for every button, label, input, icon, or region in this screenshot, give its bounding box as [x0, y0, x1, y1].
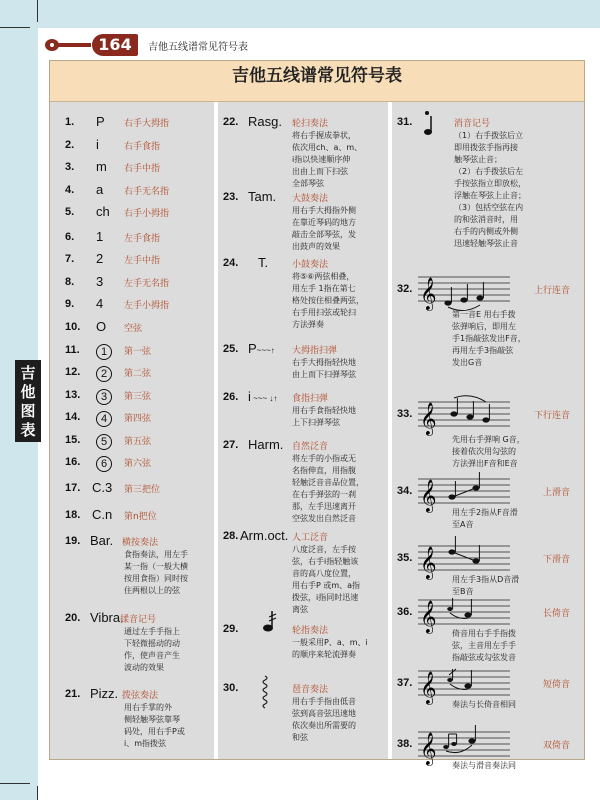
entry-symbol: i ~~~ ↓↑ — [248, 389, 278, 404]
entry-description: 将左手的小指或无 名指伸直，用指腹 轻触泛音音品位置， 在右手弹弦的一刹 那，左手迅速离开 空弦发出自然泛音 — [292, 454, 364, 523]
entry-name: 第六弦 — [124, 459, 152, 469]
circled-string-number — [96, 343, 112, 360]
entry-name: 上行连音 — [533, 286, 570, 296]
side-tab — [15, 360, 41, 442]
entry-number: 15. — [65, 434, 81, 446]
entry-number: 10. — [65, 321, 81, 333]
page-number: 164 — [92, 34, 138, 56]
entry-symbol: T. — [258, 255, 269, 270]
symbol-table — [49, 60, 585, 770]
svg-text:𝄞: 𝄞 — [420, 277, 437, 310]
entry-name: 长倚音 — [542, 609, 570, 619]
crop-mark — [0, 27, 30, 28]
entry-name: 琶音奏法 — [292, 685, 329, 695]
entry-number: 7. — [65, 253, 75, 265]
entry-number: 11. — [65, 344, 80, 356]
entry-number: 27. — [223, 439, 239, 451]
entry-name: 第三弦 — [124, 392, 152, 402]
entry-name: 右手大拇指 — [124, 119, 170, 129]
entry-description: 倚音用右手手指拨 弦，主音用左手手 指敲弦或勾弦发音 — [452, 629, 516, 662]
svg-text:𝄞: 𝄞 — [420, 546, 437, 579]
entry-number: 16. — [65, 456, 81, 468]
entry-description: 用左手2指从F音滑 至A音 — [452, 508, 518, 529]
entry-description: （1）右手拨弦后立 即用拨弦手指再接 触琴弦止音； （2）右手拨弦后左 手按弦指立即放松， 浮触在琴弦上止音； （3）包括空弦在内 的和弦消音时，用 右手的内侧或外侧 迅速轻触琴弦止音 — [454, 131, 526, 248]
entry-number: 23. — [223, 191, 239, 203]
entry-description: 用左手3指从D音滑 至B音 — [452, 575, 520, 596]
entry-number: 19. — [65, 535, 81, 547]
entry-number: 9. — [65, 298, 75, 310]
entry-name: 揉音记号 — [120, 615, 157, 625]
circled-string-number — [96, 365, 112, 382]
entry-description: 用右手手指由低音 弦到高音弦迅速地 依次奏出所需要的 和弦 — [292, 697, 356, 742]
string-circle: 2 — [96, 366, 112, 382]
entry-number: 34. — [397, 485, 413, 497]
string-circle: 4 — [96, 411, 112, 427]
entry-name: 拨弦奏法 — [122, 691, 159, 701]
table-title: 吉他五线谱常见符号表 — [50, 61, 584, 102]
side-tab-label: 吉 他 图 表 — [20, 364, 36, 439]
entry-symbol: m — [96, 159, 107, 174]
ascending-slur-staff-icon — [418, 269, 510, 313]
column-1 — [50, 102, 214, 759]
entry-number: 38. — [397, 738, 413, 750]
crop-mark — [37, 0, 38, 22]
entry-number: 35. — [397, 552, 413, 564]
entry-name: 轮扫奏法 — [292, 119, 329, 129]
entry-number: 26. — [223, 391, 239, 403]
entry-name: 第五弦 — [124, 437, 152, 447]
entry-name: 下滑音 — [542, 555, 570, 565]
entry-symbol: Harm. — [248, 437, 284, 452]
circled-string-number — [96, 433, 112, 450]
entry-symbol: Rasg. — [248, 114, 282, 129]
entry-name: 第四弦 — [124, 414, 152, 424]
string-circle: 1 — [96, 344, 112, 360]
entry-description: 食指奏法，用左手 某一指（一般大横 按用食指）同时按 住两根以上的弦 — [124, 550, 188, 595]
entry-description: 将右手握成拳状， 依次用ch、a、m、 i指以快速顺序伸 出由上而下扫弦 全部琴弦 — [292, 131, 363, 188]
entry-number: 13. — [65, 389, 81, 401]
entry-symbol: Vibra. — [90, 610, 124, 625]
entry-name: 上滑音 — [542, 488, 570, 498]
running-header — [44, 34, 444, 56]
entry-name: 右手食指 — [124, 142, 161, 152]
entry-symbol — [258, 611, 278, 636]
circled-string-number — [96, 455, 112, 472]
entry-number: 21. — [65, 688, 81, 700]
entry-name: 消音记号 — [454, 119, 491, 129]
entry-name: 小鼓奏法 — [292, 260, 329, 270]
entry-number: 32. — [397, 283, 413, 295]
entry-number: 36. — [397, 606, 413, 618]
entry-symbol: 4 — [96, 296, 104, 311]
entry-number: 25. — [223, 343, 239, 355]
entry-name: 右手中指 — [124, 164, 161, 174]
entry-name: 第二弦 — [124, 369, 152, 379]
entry-number: 4. — [65, 184, 75, 196]
svg-text:𝄞: 𝄞 — [420, 732, 437, 765]
entry-name: 双倚音 — [542, 741, 570, 751]
entry-number: 31. — [397, 116, 413, 128]
entry-name: 自然泛音 — [292, 442, 329, 452]
entry-name: 左手食指 — [124, 234, 161, 244]
entry-number: 24. — [223, 257, 239, 269]
entry-symbol: 2 — [96, 251, 104, 266]
entry-name: 短倚音 — [542, 680, 570, 690]
entry-symbol: i — [96, 137, 99, 152]
entry-name: 右手小拇指 — [124, 209, 170, 219]
entry-name: 人工泛音 — [292, 533, 329, 543]
entry-description: 第一音E 用右手拨 弦弹响后，即用左 手1指敲弦发出F音， 再用左手3指敲弦 发出G音 — [452, 310, 526, 367]
staccato-mute-icon — [422, 110, 436, 140]
string-circle: 6 — [96, 456, 112, 472]
column-3 — [392, 102, 584, 770]
entry-symbol — [260, 676, 270, 711]
entry-symbol: 1 — [96, 229, 104, 244]
entry-description: 通过左手手指上 下轻微摇动的动 作，使声音产生 波动的效果 — [124, 627, 180, 672]
entry-name: 食指扫弹 — [292, 394, 329, 404]
entry-number: 37. — [397, 677, 413, 689]
entry-symbol: Pizz. — [90, 686, 119, 701]
glissando-arrow-icon: ~~~↑ — [256, 346, 275, 355]
entry-symbol: C.3 — [92, 480, 113, 495]
entry-name: 左手无名指 — [124, 279, 170, 289]
entry-symbol: a — [96, 182, 104, 197]
entry-description: 用右手掌的外 侧轻触琴弦靠琴 码处，用右手P或 i、m指拨弦 — [124, 703, 185, 748]
entry-description: 一般采用P、a、m、i 的顺序来轮流弹奏 — [292, 638, 368, 659]
entry-name: 空弦 — [124, 324, 143, 334]
guitar-icon — [44, 38, 92, 52]
entry-name: 大拇指扫弹 — [292, 346, 338, 356]
entry-description: 用右手食指轻快地 上下扫弹琴弦 — [292, 406, 356, 427]
circled-string-number — [96, 388, 112, 405]
entry-number: 5. — [65, 206, 75, 218]
entry-name: 左手小拇指 — [124, 301, 170, 311]
entry-name: 轮指奏法 — [292, 626, 329, 636]
crop-mark — [0, 783, 30, 784]
entry-name: 右手无名指 — [124, 187, 170, 197]
entry-description: 奏法与滑音奏法同 — [452, 761, 516, 770]
entry-name: 横按奏法 — [122, 538, 159, 548]
entry-name: 左手中指 — [124, 256, 161, 266]
entry-number: 33. — [397, 408, 413, 420]
running-title: 吉他五线谱常见符号表 — [148, 42, 248, 53]
entry-symbol: Arm.oct. — [240, 528, 289, 543]
crop-mark — [37, 786, 38, 800]
column-2 — [218, 102, 388, 759]
entry-symbol: O — [96, 319, 107, 334]
entry-symbol: Tam. — [248, 189, 277, 204]
entry-description: 先用右手弹响 G音， 接着依次用勾弦的 方法弹出F音和E音 — [452, 435, 525, 468]
entry-number: 29. — [223, 623, 239, 635]
entry-name: 第一弦 — [124, 347, 152, 357]
string-circle: 3 — [96, 389, 112, 405]
circled-string-number — [96, 410, 112, 427]
arpeggio-wavy-line-icon — [260, 696, 270, 711]
entry-description: 右手大拇指轻快地 由上而下扫弹琴弦 — [292, 358, 356, 379]
entry-description: 奏法与长倚音相同 — [452, 700, 516, 709]
entry-number: 2. — [65, 139, 75, 151]
entry-number: 3. — [65, 161, 75, 173]
entry-number: 30. — [223, 682, 239, 694]
entry-name: 第n把位 — [124, 512, 157, 522]
entry-number: 28. — [223, 530, 239, 542]
entry-description: 用右手大拇指外侧 在靠近琴码的地方 敲击全部琴弦，发 出鼓声的效果 — [292, 206, 356, 251]
entry-symbol: P — [96, 114, 105, 129]
entry-number: 6. — [65, 231, 75, 243]
entry-symbol: P~~~↑ — [248, 341, 275, 356]
entry-symbol: ch — [96, 204, 110, 219]
entry-number: 14. — [65, 411, 81, 423]
entry-symbol: 3 — [96, 274, 104, 289]
entry-number: 1. — [65, 116, 75, 128]
string-circle: 5 — [96, 434, 112, 450]
svg-text:𝄞: 𝄞 — [420, 479, 437, 512]
descending-slur-staff-icon — [418, 394, 510, 438]
entry-number: 22. — [223, 116, 239, 128]
entry-number: 8. — [65, 276, 75, 288]
scrape-arrows-icon: ~~~ ↓↑ — [250, 394, 278, 403]
entry-symbol: C.n — [92, 507, 113, 522]
svg-text:𝄞: 𝄞 — [420, 402, 437, 435]
entry-name: 下行连音 — [533, 411, 570, 421]
tremolo-note-icon — [258, 621, 278, 636]
svg-text:𝄞: 𝄞 — [420, 600, 437, 633]
entry-number: 18. — [65, 509, 81, 521]
entry-number: 12. — [65, 366, 81, 378]
entry-name: 大鼓奏法 — [292, 194, 329, 204]
entry-symbol: Bar. — [90, 533, 114, 548]
entry-description: 将⑤⑥两弦相叠， 用左手 1指在第七 格处按住相叠两弦， 右手用扫弦或轮扫 方法弹奏 — [292, 272, 364, 329]
svg-text:𝄞: 𝄞 — [420, 671, 437, 704]
entry-number: 20. — [65, 612, 81, 624]
entry-number: 17. — [65, 482, 81, 494]
entry-name: 第三把位 — [124, 485, 161, 495]
entry-description: 八度泛音，左手按 弦，右手i指轻触该 音的高八度位置， 用右手P 或m、a指 拨弦，i指同时迅速 离弦 — [292, 545, 361, 614]
